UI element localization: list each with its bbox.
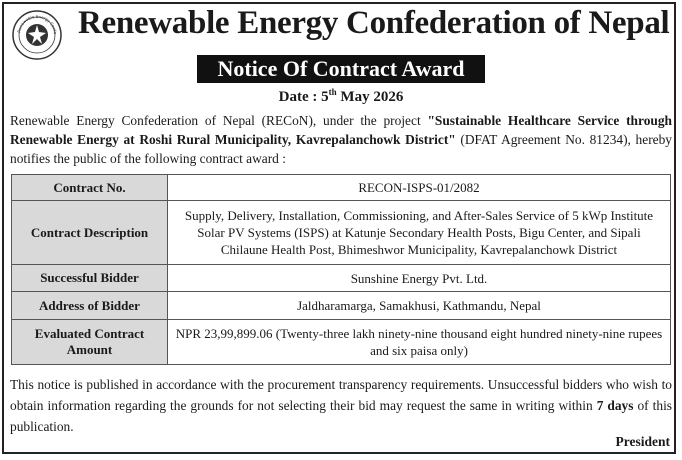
footer-paragraph: This notice is published in accordance with the procurement transparency requirements. Unsuccessful bidders who wish to obtain information regarding the grounds for not selecting their bid may request the same in writing within 7 days of this publication. xyxy=(10,377,673,434)
table-row xyxy=(12,201,671,265)
row-label: Address of Bidder xyxy=(12,292,168,320)
row-label: Contract Description xyxy=(12,201,168,265)
row-value: Supply, Delivery, Installation, Commissioning, and After-Sales Service of 5 kWp Institute Solar PV Systems (ISPS) at Katunje Secondary Health Posts, Bigu Center, and Sipali Chilaune Health Post, Bhimeshwor Municipality, Kavrepalanchowk District xyxy=(168,201,671,265)
svg-text:Renewable Energy Confederation: Renewable Energy Confe xyxy=(16,13,59,35)
intro-paragraph: Renewable Energy Confederation of Nepal (RECoN), under the project "Sustainable Healthcare Service through Renewable Energy at Roshi Rural Municipality, Kavrepalanchowk District" (DFAT Agreement No. 81234), hereby notifies the public of the following contract award : xyxy=(10,113,672,166)
notice-title: Notice Of Contract Award xyxy=(197,55,485,83)
project-name: "Sustainable Healthcare Service through Renewable Energy at Roshi Rural Municipality, Kavrepalanchowk District" xyxy=(10,113,672,147)
table-row xyxy=(12,292,671,320)
signoff-title: President xyxy=(615,434,670,449)
row-value: NPR 23,99,899.06 (Twenty-three lakh ninety-nine thousand eight hundred ninety-nine rupees and six paisa only) xyxy=(168,320,671,365)
row-value: Jaldharamarga, Samakhusi, Kathmandu, Nepal xyxy=(168,292,671,320)
row-value: RECON-ISPS-01/2082 xyxy=(168,175,671,201)
table-row xyxy=(12,175,671,201)
contract-award-table xyxy=(11,174,671,365)
table-row xyxy=(12,265,671,292)
row-value: Sunshine Energy Pvt. Ltd. xyxy=(168,265,671,292)
row-label: Evaluated Contract Amount xyxy=(12,320,168,365)
notice-date: Date : 5th May 2026 xyxy=(278,87,404,105)
row-label: Successful Bidder xyxy=(12,265,168,292)
table-row xyxy=(12,320,671,365)
deadline-days: 7 days xyxy=(596,398,634,413)
row-label: Contract No. xyxy=(12,175,168,201)
recon-logo-icon xyxy=(12,10,62,60)
org-title: Renewable Energy Confederation of Nepal xyxy=(78,5,670,41)
